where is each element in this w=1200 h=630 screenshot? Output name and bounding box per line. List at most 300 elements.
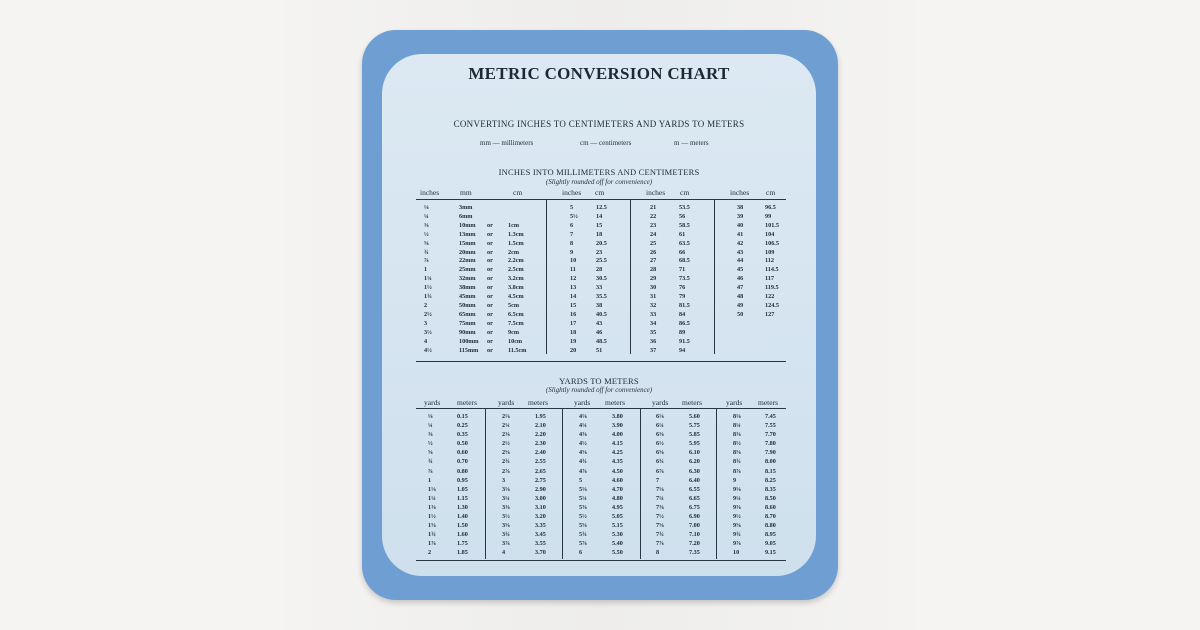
- yards-col5-yards-cell: 8⅝: [733, 449, 741, 457]
- inches-col2-cm-cell: 25.5: [596, 257, 607, 265]
- yards-section-note: (Slightly rounded off for convenience): [545, 386, 653, 394]
- yards-col2-yards-cell: 2⅝: [502, 449, 510, 457]
- inches-col1-cm: [508, 204, 526, 355]
- yards-col3-meters-cell: 4.95: [612, 503, 623, 511]
- inches-col1-inches-cell: 4: [424, 337, 428, 345]
- inches-col2-inches-cell: 17: [570, 319, 577, 327]
- yards-col1-yards-cell: 1⅛: [428, 485, 436, 493]
- yards-col1-meters-cell: 1.15: [457, 494, 468, 502]
- inches-col1-cm-cell: 2cm: [508, 248, 519, 256]
- inches-col1-or-cell: or: [487, 239, 493, 247]
- inches-col3-inches-cell: 33: [650, 310, 657, 318]
- yards-col4-meters-cell: 6.30: [689, 467, 700, 475]
- inches-col3-inches-cell: 29: [650, 275, 657, 283]
- inches-col2-cm-cell: 35.5: [596, 293, 607, 301]
- yards-col3-meters-cell: 5.05: [612, 513, 623, 521]
- yards-col4-yards-cell: 7½: [656, 513, 664, 521]
- yards-col4-meters-cell: 6.75: [689, 503, 700, 511]
- inches-col2-inches-cell: 11: [570, 266, 576, 274]
- inches-col1-cm-cell: 3.8cm: [508, 284, 524, 292]
- yards-col3-meters-cell: 5.30: [612, 531, 623, 539]
- inches-col2-inches-cell: 19: [570, 337, 577, 345]
- yards-col1-meters-cell: 0.70: [457, 458, 468, 466]
- yards-col4-yards-cell: 6½: [656, 440, 664, 448]
- inches-col3-cm-cell: 63.5: [679, 239, 690, 247]
- yards-col4-meters-cell: 7.00: [689, 522, 700, 530]
- yards-col2-yards-cell: 2⅞: [502, 467, 510, 475]
- header-yards-3: yards: [574, 398, 591, 407]
- inches-col4-inches-cell: 38: [737, 204, 744, 211]
- inches-col4-inches-cell: 42: [737, 239, 744, 247]
- inches-col3-cm-cell: 89: [679, 328, 686, 336]
- inches-col3-cm-cell: 84: [679, 310, 686, 318]
- inches-col2-inches: [570, 204, 578, 355]
- yards-col2-yards-cell: 3: [502, 476, 506, 484]
- yards-col4-meters-cell: 6.90: [689, 513, 700, 521]
- inches-col3-inches-cell: 34: [650, 319, 657, 327]
- yards-col5-meters-cell: 7.70: [765, 431, 776, 439]
- yards-col1-yards-cell: ⅜: [428, 431, 433, 439]
- inches-col2-cm-cell: 23: [596, 248, 603, 256]
- inches-col2-inches-cell: 13: [570, 284, 577, 292]
- yards-col5-meters-cell: 8.95: [765, 531, 776, 539]
- inches-col1-inches-cell: 4½: [424, 346, 432, 354]
- yards-col1-meters-cell: 0.25: [457, 422, 468, 430]
- abbreviation-mm: mm — millimeters: [480, 139, 534, 147]
- yards-col4-meters-cell: 6.10: [689, 449, 700, 457]
- inches-col4-cm-cell: 99: [765, 212, 772, 220]
- inches-col1-or-cell: or: [487, 346, 493, 354]
- yards-col3-yards-cell: 5½: [579, 513, 587, 521]
- yards-col3-meters-cell: 4.00: [612, 431, 623, 439]
- header-meters-3: meters: [605, 398, 625, 407]
- yards-col5-yards-cell: 8¼: [733, 422, 741, 430]
- yards-col4-yards-cell: 8: [656, 549, 660, 557]
- inches-col3-inches-cell: 25: [650, 239, 657, 247]
- yards-col5-meters-cell: 8.60: [765, 503, 776, 511]
- inches-col1-mm: [459, 204, 479, 355]
- yards-col2-meters-cell: 3.35: [535, 522, 546, 530]
- inches-col1-inches-cell: ⅝: [424, 239, 429, 247]
- inches-col1-cm-cell: 2.5cm: [508, 266, 524, 274]
- header-cm-1: cm: [513, 188, 523, 197]
- yards-col1-meters: [457, 412, 468, 558]
- yards-col3-meters-cell: 4.80: [612, 494, 623, 502]
- inches-col2-inches-cell: 7: [570, 230, 574, 238]
- abbreviation-cm: cm — centimeters: [580, 139, 632, 147]
- yards-col2-meters-cell: 3.70: [535, 549, 546, 557]
- inches-col1-cm-cell: 7.5cm: [508, 319, 524, 327]
- yards-col1-yards-cell: 2: [428, 549, 432, 557]
- inches-col3-inches-cell: 23: [650, 221, 657, 229]
- inches-col1-or-cell: [487, 213, 493, 222]
- inches-col2-cm-cell: 14: [596, 212, 603, 220]
- inches-col2-cm-cell: 12.5: [596, 204, 607, 211]
- yards-divider-3: [640, 409, 641, 559]
- inches-col1-mm-cell: 20mm: [459, 248, 476, 256]
- inches-col4-cm-cell: 122: [765, 293, 775, 301]
- yards-col4-meters-cell: 6.40: [689, 476, 700, 484]
- yards-col1-meters-cell: 1.85: [457, 549, 468, 557]
- yards-col3-meters-cell: 3.90: [612, 422, 623, 430]
- yards-col2-yards-cell: 3¾: [502, 531, 510, 539]
- inches-col3-cm-cell: 91.5: [679, 337, 690, 345]
- yards-col4-meters-cell: 7.35: [689, 549, 700, 557]
- header-inches-4: inches: [730, 188, 750, 197]
- yards-col3-yards-cell: 4¼: [579, 422, 587, 430]
- inches-col2-inches-cell: 15: [570, 301, 577, 309]
- yards-col3-meters-cell: 4.25: [612, 449, 623, 457]
- yards-col2-meters-cell: 2.65: [535, 467, 546, 475]
- inches-section-heading: INCHES INTO MILLIMETERS AND CENTIMETERS: [498, 167, 700, 177]
- inches-col4-inches-cell: 49: [737, 301, 744, 309]
- inches-col1-cm-cell: 1cm: [508, 221, 519, 229]
- yards-col2-meters: [535, 412, 546, 558]
- header-mm: mm: [460, 188, 472, 197]
- yards-col5-meters-cell: 7.80: [765, 440, 776, 448]
- inches-col1-or-cell: or: [487, 230, 493, 238]
- inches-col3-inches-cell: 32: [650, 301, 657, 309]
- yards-col2-yards-cell: 3⅛: [502, 485, 510, 493]
- yards-col5-meters-cell: 8.00: [765, 458, 776, 466]
- header-meters-5: meters: [758, 398, 778, 407]
- yards-col3-meters-cell: 4.35: [612, 458, 623, 466]
- inches-col4-inches-cell: 47: [737, 284, 744, 292]
- inches-col4-cm-cell: 106.5: [765, 239, 779, 247]
- yards-col4-yards: [656, 412, 664, 558]
- yards-col5-yards-cell: 8⅛: [733, 413, 741, 420]
- yards-col2-yards-cell: 2¾: [502, 458, 510, 466]
- yards-col2-meters-cell: 1.95: [535, 413, 546, 420]
- inches-col1-mm-cell: 50mm: [459, 301, 476, 309]
- inches-col1-mm-cell: 65mm: [459, 310, 476, 318]
- yards-col1-meters-cell: 0.50: [457, 440, 468, 448]
- inches-divider-3: [714, 200, 715, 354]
- yards-col2-meters-cell: 3.55: [535, 540, 546, 548]
- yards-col2-meters-cell: 2.90: [535, 485, 546, 493]
- inches-divider-2: [630, 200, 631, 354]
- inches-col4-cm-cell: 117: [765, 275, 774, 283]
- inches-col3-cm: [679, 204, 690, 355]
- inches-col2-cm-cell: 15: [596, 221, 603, 229]
- yards-section-heading: YARDS TO METERS: [559, 376, 639, 386]
- inches-col1-cm-cell: 6.5cm: [508, 310, 524, 318]
- inches-col4-inches-cell: 48: [737, 293, 744, 301]
- yards-col4-yards-cell: 7⅜: [656, 503, 664, 511]
- yards-col1-meters-cell: 0.15: [457, 413, 468, 420]
- chart-card: [382, 54, 816, 576]
- yards-col4-meters-cell: 7.20: [689, 540, 700, 548]
- yards-col2-yards-cell: 3⅜: [502, 503, 510, 511]
- yards-col3-yards-cell: 4⅞: [579, 467, 587, 475]
- inches-col4-inches-cell: 41: [737, 230, 744, 238]
- yards-col4-yards-cell: 6¼: [656, 422, 664, 430]
- yards-col5-yards-cell: 9⅜: [733, 503, 741, 511]
- inches-col3-inches-cell: 36: [650, 337, 657, 345]
- inches-col1-or-cell: or: [487, 310, 493, 318]
- inches-col4-cm-cell: 124.5: [765, 301, 779, 309]
- inches-col3-inches-cell: 27: [650, 257, 657, 265]
- yards-col2-meters-cell: 2.10: [535, 422, 546, 430]
- inches-col2-cm: [596, 204, 607, 355]
- inches-col1-mm-cell: 3mm: [459, 204, 473, 211]
- inches-col3-cm-cell: 53.5: [679, 204, 690, 211]
- inches-col4-cm: [765, 204, 779, 320]
- header-meters-1: meters: [457, 398, 477, 407]
- inches-col1-mm-cell: 38mm: [459, 284, 476, 292]
- yards-col4-yards-cell: 6⅝: [656, 449, 664, 457]
- inches-col2-inches-cell: 20: [570, 346, 577, 354]
- inches-col1-inches: [424, 204, 432, 355]
- inches-col1-mm-cell: 10mm: [459, 221, 476, 229]
- inches-section-note: (Slightly rounded off for convenience): [545, 178, 653, 186]
- inches-col1-cm-cell: 10cm: [508, 337, 523, 345]
- yards-col1-yards-cell: ¼: [428, 422, 433, 430]
- yards-col3-meters-cell: 4.50: [612, 467, 623, 475]
- yards-col5-meters-cell: 8.50: [765, 494, 776, 502]
- yards-col2-yards-cell: 2½: [502, 440, 510, 448]
- yards-col2-yards-cell: 4: [502, 549, 506, 557]
- inches-col4-cm-cell: 109: [765, 248, 775, 256]
- inches-col1-mm-cell: 100mm: [459, 337, 479, 345]
- chart-subtitle: CONVERTING INCHES TO CENTIMETERS AND YARDS TO METERS: [453, 119, 745, 129]
- inches-col3-inches-cell: 35: [650, 328, 657, 336]
- inches-col1-inches-cell: 1: [424, 266, 428, 274]
- yards-col5-meters: [765, 412, 776, 558]
- header-yards-1: yards: [424, 398, 441, 407]
- yards-col1-meters-cell: 0.80: [457, 467, 468, 475]
- yards-col2-yards-cell: 2⅜: [502, 431, 510, 439]
- yards-col2-yards: [502, 412, 510, 558]
- yards-col5-yards-cell: 8⅜: [733, 431, 741, 439]
- yards-col5-yards-cell: 9¼: [733, 494, 741, 502]
- yards-col3-yards-cell: 4½: [579, 440, 587, 448]
- inches-col1-inches-cell: 2½: [424, 310, 432, 318]
- yards-col2-meters-cell: 2.30: [535, 440, 546, 448]
- inches-col2-inches-cell: 14: [570, 293, 577, 301]
- yards-col3-yards: [579, 412, 587, 558]
- yards-col1-meters-cell: 1.40: [457, 513, 468, 521]
- yards-col5-yards-cell: 9½: [733, 513, 741, 521]
- inches-col4-cm-cell: 104: [765, 230, 775, 238]
- yards-col3-yards-cell: 6: [579, 549, 583, 557]
- inches-col2-cm-cell: 18: [596, 230, 603, 238]
- inches-col1-or-cell: [487, 204, 493, 213]
- inches-divider-1: [546, 200, 547, 354]
- yards-col5-meters-cell: 8.15: [765, 467, 776, 475]
- inches-col1-cm-cell: 4.5cm: [508, 293, 524, 301]
- inches-col3-cm-cell: 94: [679, 346, 686, 354]
- inches-col1-cm-cell: 1.3cm: [508, 230, 524, 238]
- inches-col1-or-cell: or: [487, 284, 493, 292]
- inches-col1-cm-cell: 3.2cm: [508, 275, 524, 283]
- inches-col1-or-cell: or: [487, 275, 493, 283]
- yards-col1-yards-cell: ⅞: [428, 467, 433, 475]
- yards-col1-yards-cell: ⅝: [428, 449, 433, 457]
- inches-col3-cm-cell: 71: [679, 266, 686, 274]
- yards-col4-yards-cell: 7⅞: [656, 540, 664, 548]
- inches-col2-cm-cell: 33: [596, 284, 603, 292]
- yards-col3-meters: [612, 412, 623, 558]
- header-inches-2: inches: [562, 188, 582, 197]
- inches-col4-cm-cell: 119.5: [765, 284, 779, 292]
- header-yards-5: yards: [726, 398, 743, 407]
- yards-col5-meters-cell: 8.25: [765, 476, 776, 484]
- inches-col1-mm-cell: 75mm: [459, 319, 476, 327]
- inches-col1-inches-cell: ¾: [424, 248, 429, 256]
- yards-divider-2: [562, 409, 563, 559]
- yards-col1-meters-cell: 1.50: [457, 522, 468, 530]
- yards-col4-meters-cell: 6.20: [689, 458, 700, 466]
- yards-col1-yards-cell: 1½: [428, 513, 436, 521]
- inches-col1-mm-cell: 22mm: [459, 257, 476, 265]
- yards-col2-yards-cell: 3½: [502, 513, 510, 521]
- inches-col3-cm-cell: 58.5: [679, 221, 690, 229]
- yards-col4-yards-cell: 7¼: [656, 494, 664, 502]
- mousepad: [362, 30, 838, 600]
- inches-col2-cm-cell: 28: [596, 266, 603, 274]
- inches-col1-or-cell: or: [487, 221, 493, 229]
- header-yards-4: yards: [652, 398, 669, 407]
- yards-divider-4: [716, 409, 717, 559]
- yards-col1-yards-cell: 1¾: [428, 531, 436, 539]
- yards-col3-yards-cell: 5⅝: [579, 522, 587, 530]
- inches-col2-inches-cell: 6: [570, 221, 574, 229]
- abbreviation-m: m — meters: [674, 139, 709, 147]
- inches-col3-cm-cell: 66: [679, 248, 686, 256]
- yards-col5-yards-cell: 8¾: [733, 458, 741, 466]
- inches-col1-or-cell: or: [487, 257, 493, 265]
- yards-col2-meters-cell: 3.45: [535, 531, 546, 539]
- yards-col5-meters-cell: 8.80: [765, 522, 776, 530]
- yards-col4-yards-cell: 6⅜: [656, 431, 664, 439]
- inches-col4-inches-cell: 45: [737, 266, 744, 274]
- inches-col4-cm-cell: 114.5: [765, 266, 779, 274]
- yards-col5-yards-cell: 9: [733, 476, 737, 484]
- inches-col2-inches-cell: 5: [570, 204, 574, 211]
- inches-col3-cm-cell: 68.5: [679, 257, 690, 265]
- inches-col2-cm-cell: 38: [596, 301, 603, 309]
- inches-col2-cm-cell: 40.5: [596, 310, 607, 318]
- yards-col1-yards-cell: 1⅞: [428, 540, 436, 548]
- inches-col2-inches-cell: 9: [570, 248, 574, 256]
- yards-divider-1: [485, 409, 486, 559]
- yards-col5-yards-cell: 9⅛: [733, 485, 741, 493]
- yards-col5-meters-cell: 8.70: [765, 513, 776, 521]
- header-inches-3: inches: [646, 188, 666, 197]
- inches-col2-inches-cell: 12: [570, 275, 577, 283]
- yards-col5-meters-cell: 7.55: [765, 422, 776, 430]
- inches-col3-inches-cell: 21: [650, 204, 657, 211]
- inches-col3-cm-cell: 73.5: [679, 275, 690, 283]
- inches-col2-cm-cell: 43: [596, 319, 603, 327]
- yards-col5-meters-cell: 9.15: [765, 549, 776, 557]
- yards-col1-meters-cell: 0.95: [457, 476, 468, 484]
- inches-col3-inches-cell: 37: [650, 346, 657, 354]
- inches-col3-cm-cell: 79: [679, 293, 686, 301]
- yards-col4-meters-cell: 5.85: [689, 431, 700, 439]
- yards-col5-yards-cell: 9⅝: [733, 522, 741, 530]
- inches-col1-inches-cell: 1¾: [424, 293, 432, 301]
- chart-title: METRIC CONVERSION CHART: [468, 64, 730, 83]
- yards-col1-meters-cell: 1.30: [457, 503, 468, 511]
- yards-col2-meters-cell: 3.00: [535, 494, 546, 502]
- yards-col3-meters-cell: 4.15: [612, 440, 623, 448]
- inches-bottom-rule: [416, 361, 786, 362]
- yards-col1-meters-cell: 0.35: [457, 431, 468, 439]
- yards-col3-meters-cell: 5.40: [612, 540, 623, 548]
- header-cm-2: cm: [595, 188, 605, 197]
- inches-col3-inches-cell: 22: [650, 212, 657, 220]
- yards-col4-yards-cell: 7: [656, 476, 660, 484]
- inches-col1-inches-cell: ⅞: [424, 257, 429, 265]
- inches-col3-inches-cell: 30: [650, 284, 657, 292]
- yards-col1-meters-cell: 1.05: [457, 485, 468, 493]
- background-right: [914, 0, 1200, 630]
- inches-col1-mm-cell: 15mm: [459, 239, 476, 247]
- inches-col1-inches-cell: ½: [424, 230, 429, 238]
- yards-col3-meters-cell: 3.80: [612, 413, 623, 420]
- inches-col4-inches-cell: 50: [737, 310, 744, 318]
- inches-col1-mm-cell: 32mm: [459, 275, 476, 283]
- inches-col3-inches: [650, 204, 656, 355]
- yards-col3-yards-cell: 5⅜: [579, 503, 587, 511]
- yards-col3-meters-cell: 5.50: [612, 549, 623, 557]
- inches-col1-mm-cell: 90mm: [459, 328, 476, 336]
- header-inches-1: inches: [420, 188, 440, 197]
- header-cm-3: cm: [680, 188, 690, 197]
- inches-col1-mm-cell: 25mm: [459, 266, 476, 274]
- header-cm-4: cm: [766, 188, 776, 197]
- inches-col4-cm-cell: 112: [765, 257, 774, 265]
- yards-col5-yards: [733, 412, 741, 558]
- yards-col2-yards-cell: 2¼: [502, 422, 510, 430]
- inches-col4-cm-cell: 96.5: [765, 204, 776, 211]
- inches-col3-inches-cell: 26: [650, 248, 657, 256]
- inches-col2-inches-cell: 18: [570, 328, 577, 336]
- inches-col1-inches-cell: 3½: [424, 328, 432, 336]
- yards-col4-meters: [689, 412, 700, 558]
- inches-col2-inches-cell: 8: [570, 239, 574, 247]
- inches-col2-inches-cell: 10: [570, 257, 577, 265]
- yards-col2-meters-cell: 2.40: [535, 449, 546, 457]
- yards-col3-yards-cell: 5: [579, 476, 583, 484]
- header-meters-2: meters: [528, 398, 548, 407]
- yards-col1-yards-cell: 1¼: [428, 494, 436, 502]
- background-left: [0, 0, 286, 630]
- yards-col3-yards-cell: 4¾: [579, 458, 587, 466]
- yards-col2-meters-cell: 3.20: [535, 513, 546, 521]
- inches-col3-cm-cell: 81.5: [679, 301, 690, 309]
- inches-col1-or-cell: or: [487, 248, 493, 256]
- yards-col2-meters-cell: 2.75: [535, 476, 546, 484]
- yards-col2-yards-cell: 3¼: [502, 494, 510, 502]
- yards-col4-meters-cell: 6.65: [689, 494, 700, 502]
- inches-col2-cm-cell: 20.5: [596, 239, 607, 247]
- header-yards-2: yards: [498, 398, 515, 407]
- inches-col4-inches: [737, 204, 743, 320]
- yards-col3-yards-cell: 5¾: [579, 531, 587, 539]
- yards-col3-yards-cell: 5¼: [579, 494, 587, 502]
- yards-col2-yards-cell: 2⅛: [502, 413, 510, 420]
- yards-col1-meters-cell: 0.60: [457, 449, 468, 457]
- yards-col4-meters-cell: 5.75: [689, 422, 700, 430]
- inches-col3-cm-cell: 76: [679, 284, 686, 292]
- yards-col4-yards-cell: 6⅞: [656, 467, 664, 475]
- yards-col5-yards-cell: 9¾: [733, 531, 741, 539]
- inches-col1-cm-cell: 1.5cm: [508, 239, 524, 247]
- yards-col4-yards-cell: 6⅛: [656, 413, 664, 420]
